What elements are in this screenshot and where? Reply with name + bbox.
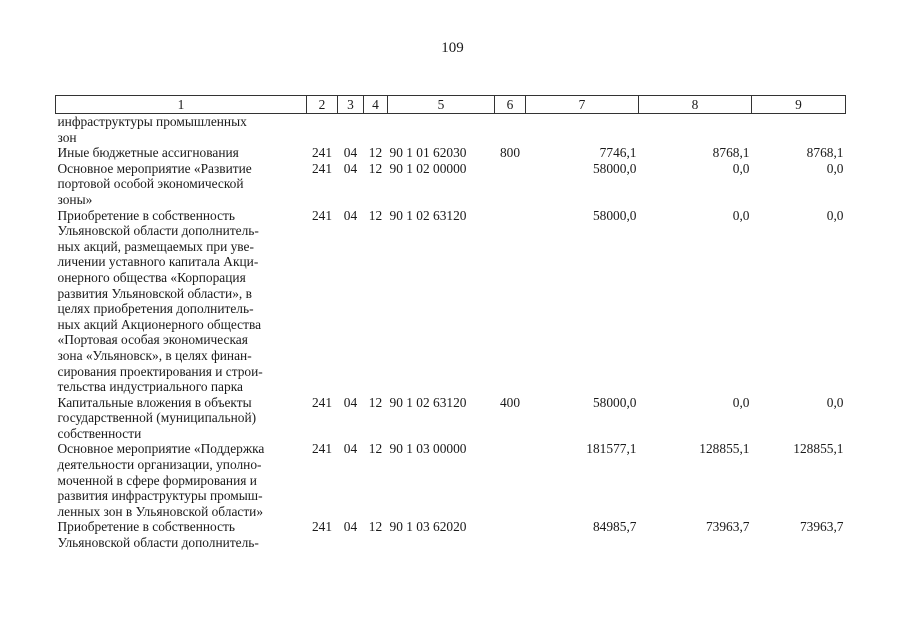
table-row <box>56 208 846 395</box>
cell-amount-col7: 58000,0 <box>592 207 637 223</box>
item-name-line: ных акций, размещаемых при уве- <box>57 238 254 254</box>
item-name-line: Основное мероприятие «Развитие <box>57 160 252 176</box>
cell-section: 04 <box>343 160 358 176</box>
item-name-line: инфраструктуры промышленных <box>57 114 247 129</box>
cell-amount-col9: 0,0 <box>826 207 844 223</box>
table-row <box>56 395 846 442</box>
cell-section: 04 <box>343 519 358 535</box>
item-name-line: личении уставного капитала Акци- <box>57 254 259 270</box>
cell-expense-type <box>495 114 526 146</box>
cell-expense-type <box>495 519 526 550</box>
cell-amount-col8: 128855,1 <box>699 441 750 457</box>
item-name-line: тельства индустриального парка <box>57 379 243 395</box>
item-name-line: целях приобретения дополнитель- <box>57 301 254 317</box>
column-header-7: 7 <box>526 96 639 114</box>
cell-ministry-code: 241 <box>311 441 333 457</box>
cell-ministry-code: 241 <box>311 145 333 161</box>
cell-amount-col8: 0,0 <box>732 207 750 223</box>
cell-target-article: 90 1 03 62020 <box>389 519 467 535</box>
cell-amount-col9: 8768,1 <box>806 145 844 161</box>
item-name-line: развития Ульяновской области», в <box>57 285 252 301</box>
cell-item-name <box>56 208 307 395</box>
table-body <box>56 114 846 551</box>
header-row <box>56 96 846 114</box>
column-header-5: 5 <box>388 96 495 114</box>
item-name-line: моченной в сфере формирования и <box>57 472 257 488</box>
table-row <box>56 145 846 161</box>
cell-section <box>338 114 364 146</box>
item-name-line: ных акций Акционерного общества <box>57 316 262 332</box>
cell-amount-col7: 181577,1 <box>586 441 637 457</box>
item-name-line: Ульяновской области дополнитель- <box>57 535 259 551</box>
item-name-line: собственности <box>57 425 142 441</box>
cell-expense-type <box>495 208 526 395</box>
column-header-2: 2 <box>307 96 338 114</box>
column-header-8: 8 <box>639 96 752 114</box>
item-name-line: Приобретение в собственность <box>57 207 235 223</box>
cell-amount-col8 <box>639 114 752 146</box>
cell-item-name <box>56 114 307 146</box>
cell-amount-col8: 73963,7 <box>705 519 750 535</box>
column-header-1: 1 <box>56 96 307 114</box>
item-name-line: зон <box>57 129 77 145</box>
item-name-line: ленных зон в Ульяновской области» <box>57 503 264 519</box>
table-row <box>56 519 846 550</box>
item-name-line: портовой особой экономической <box>57 176 244 192</box>
cell-item-name <box>56 519 307 550</box>
item-name-line: деятельности организации, уполно- <box>57 457 262 473</box>
item-name-line: развития инфраструктуры промыш- <box>57 488 263 504</box>
cell-amount-col7: 58000,0 <box>592 160 637 176</box>
cell-target-article: 90 1 02 63120 <box>389 394 467 410</box>
cell-expense-type <box>495 441 526 519</box>
cell-amount-col9: 0,0 <box>826 394 844 410</box>
cell-subsection <box>364 114 388 146</box>
table-row <box>56 161 846 208</box>
cell-item-name <box>56 395 307 442</box>
cell-section: 04 <box>343 145 358 161</box>
cell-amount-col9 <box>752 114 846 146</box>
item-name-line: зона «Ульяновск», в целях финан- <box>57 347 252 363</box>
cell-target-article: 90 1 03 00000 <box>389 441 467 457</box>
cell-subsection: 12 <box>368 160 383 176</box>
item-name-line: зоны» <box>57 191 93 207</box>
cell-item-name <box>56 441 307 519</box>
cell-amount-col7: 84985,7 <box>592 519 637 535</box>
item-name-line: Основное мероприятие «Поддержка <box>57 441 265 457</box>
cell-item-name <box>56 145 307 161</box>
item-name-line: сирования проектирования и строи- <box>57 363 263 379</box>
cell-subsection: 12 <box>368 441 383 457</box>
column-header-3: 3 <box>338 96 364 114</box>
page-number: 109 <box>441 40 464 56</box>
cell-subsection: 12 <box>368 394 383 410</box>
item-name-line: Ульяновской области дополнитель- <box>57 223 259 239</box>
cell-item-name <box>56 161 307 208</box>
cell-target-article: 90 1 01 62030 <box>389 145 467 161</box>
item-name-line: Капитальные вложения в объекты <box>57 394 252 410</box>
cell-expense-type <box>495 161 526 208</box>
cell-expense-type: 800 <box>499 145 521 161</box>
cell-ministry-code: 241 <box>311 394 333 410</box>
item-name-line: государственной (муниципальной) <box>57 410 257 426</box>
cell-amount-col7 <box>526 114 639 146</box>
cell-subsection: 12 <box>368 519 383 535</box>
cell-amount-col8: 0,0 <box>732 394 750 410</box>
cell-section: 04 <box>343 394 358 410</box>
cell-subsection: 12 <box>368 145 383 161</box>
cell-amount-col8: 0,0 <box>732 160 750 176</box>
cell-amount-col9: 128855,1 <box>793 441 844 457</box>
item-name-line: «Портовая особая экономическая <box>57 332 248 348</box>
budget-table <box>55 95 846 551</box>
cell-section: 04 <box>343 441 358 457</box>
cell-target-article <box>388 114 495 146</box>
item-name-line: онерного общества «Корпорация <box>57 269 246 285</box>
cell-amount-col9: 0,0 <box>826 160 844 176</box>
table-row <box>56 441 846 519</box>
item-name-line: Иные бюджетные ассигнования <box>57 145 239 161</box>
cell-subsection: 12 <box>368 207 383 223</box>
column-header-4: 4 <box>364 96 388 114</box>
table-row <box>56 114 846 146</box>
cell-ministry-code: 241 <box>311 160 333 176</box>
column-header-9: 9 <box>752 96 846 114</box>
cell-amount-col9: 73963,7 <box>799 519 844 535</box>
cell-ministry-code: 241 <box>311 207 333 223</box>
column-header-6: 6 <box>495 96 526 114</box>
cell-amount-col8: 8768,1 <box>712 145 750 161</box>
cell-ministry-code: 241 <box>311 519 333 535</box>
cell-amount-col7: 58000,0 <box>592 394 637 410</box>
cell-target-article: 90 1 02 00000 <box>389 160 467 176</box>
cell-section: 04 <box>343 207 358 223</box>
cell-amount-col7: 7746,1 <box>599 145 637 161</box>
cell-ministry-code <box>307 114 338 146</box>
cell-target-article: 90 1 02 63120 <box>389 207 467 223</box>
item-name-line: Приобретение в собственность <box>57 519 235 535</box>
cell-expense-type: 400 <box>499 394 521 410</box>
